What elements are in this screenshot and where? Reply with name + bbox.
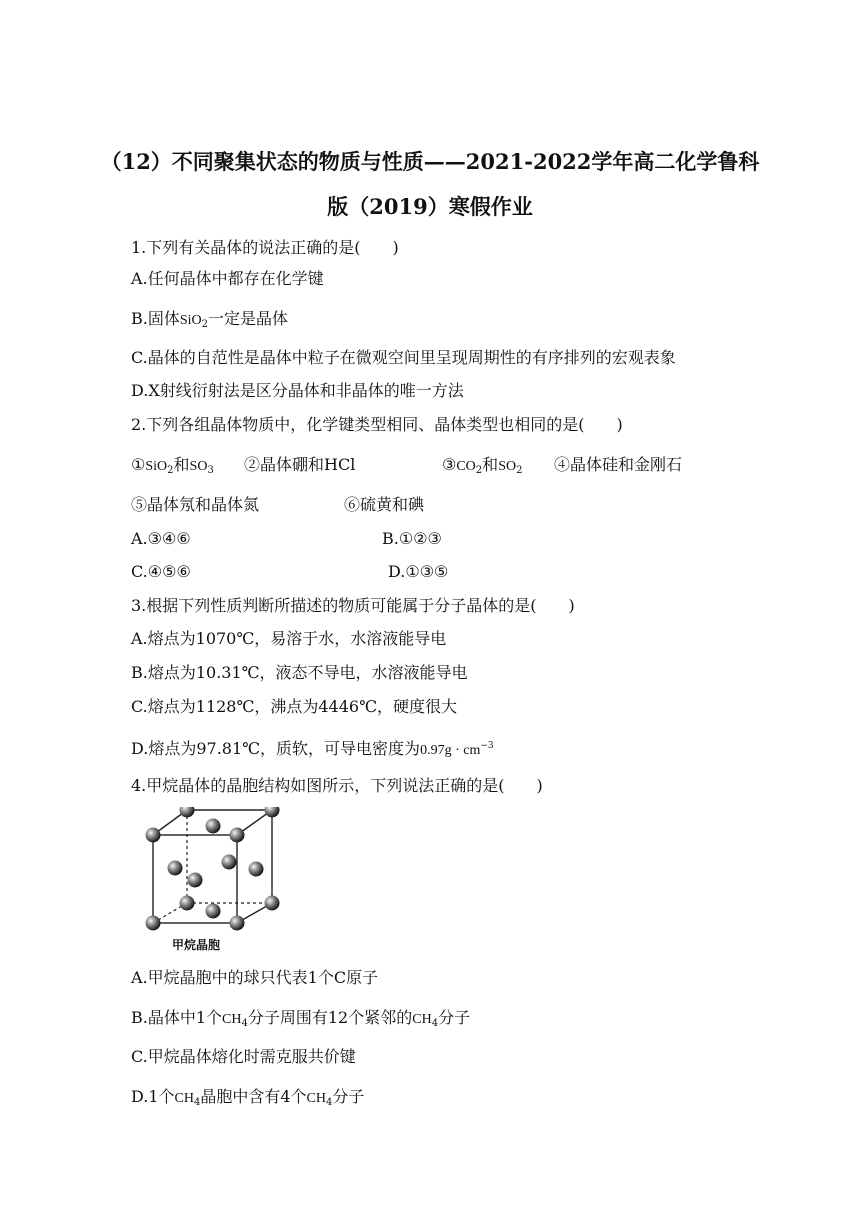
- q4-option-d-post: 分子: [332, 1087, 365, 1106]
- q2-item-2: ②晶体硼和HCl: [244, 455, 356, 474]
- q4-option-b-mid: 分子周围有12个紧邻的: [247, 1008, 413, 1027]
- q2-stem: 2.下列各组晶体物质中，化学键类型相同、晶体类型也相同的是( ): [131, 415, 623, 434]
- molecule-ball: [168, 861, 183, 876]
- q2-item-1-sub-2: 3: [207, 465, 214, 476]
- q3-option-a: A.熔点为1070℃，易溶于水，水溶液能导电: [131, 629, 447, 648]
- molecule-ball: [206, 904, 221, 919]
- molecule-ball: [249, 862, 264, 877]
- q4-option-b-sub-1: 4: [241, 1018, 248, 1029]
- q2-item-1-formula-1: SiO: [145, 459, 168, 474]
- q1-option-a: A.任何晶体中都存在化学键: [131, 269, 324, 288]
- q2-item-6: ⑥硫黄和碘: [344, 495, 425, 514]
- q1-option-b-subscript: 2: [201, 319, 209, 330]
- q2-item-1-and: 和: [173, 455, 190, 474]
- q4-option-b-pre: B.晶体中1个: [131, 1008, 223, 1027]
- q4-option-b-post: 分子: [438, 1008, 471, 1027]
- q2-item-3-formula-2: SO: [498, 459, 517, 474]
- q4-option-d-formula-1: CH: [174, 1091, 194, 1106]
- q3-option-d-text: D.熔点为97.81℃，质软，可导电密度为: [131, 739, 421, 758]
- q1-option-b-post: 一定是晶体: [208, 309, 289, 328]
- q2-option-a: A.③④⑥: [131, 529, 191, 548]
- q2-item-5: ⑤晶体氖和晶体氮: [131, 495, 260, 514]
- molecule-ball: [180, 807, 195, 818]
- figure-caption: 甲烷晶胞: [172, 938, 221, 952]
- q4-option-d: [131, 1086, 364, 1114]
- q2-item-3-num: ③: [442, 455, 457, 474]
- molecule-ball: [180, 896, 195, 911]
- q3-option-d-superscript: −3: [480, 741, 494, 751]
- molecule-ball: [230, 916, 245, 931]
- q3-option-d-density-unit: 0.97g · cm: [420, 743, 481, 758]
- q4-option-c: C.甲烷晶体熔化时需克服共价键: [131, 1047, 356, 1066]
- molecule-ball: [146, 916, 161, 931]
- q4-option-b: [131, 1007, 470, 1035]
- q2-item-1-num: ①: [131, 455, 146, 474]
- q4-option-d-pre: D.1个: [131, 1087, 175, 1106]
- q1-option-b-formula: SiO: [179, 313, 202, 328]
- q4-option-b-formula-2: CH: [412, 1012, 432, 1027]
- page-title-line-2: 版（2019）寒假作业: [327, 194, 533, 219]
- q3-option-b: B.熔点为10.31℃，液态不导电，水溶液能导电: [131, 663, 468, 682]
- q2-option-d: D.①③⑤: [388, 562, 449, 581]
- q2-item-3-sub-1: 2: [475, 465, 483, 476]
- q2-item-3-formula-1: CO: [456, 459, 476, 474]
- unit-cell-diagram: [140, 807, 300, 955]
- q2-item-4: ④晶体硅和金刚石: [554, 455, 683, 474]
- molecule-ball: [146, 828, 161, 843]
- q2-item-3-and: 和: [482, 455, 499, 474]
- q4-option-d-mid: 晶胞中含有4个: [200, 1087, 307, 1106]
- molecule-ball: [222, 855, 237, 870]
- q4-option-a: A.甲烷晶胞中的球只代表1个C原子: [131, 968, 379, 987]
- q1-option-c: C.晶体的自范性是晶体中粒子在微观空间里呈现周期性的有序排列的宏观表象: [131, 348, 676, 367]
- q4-option-d-sub-2: 4: [326, 1097, 333, 1108]
- q2-option-b: B.①②③: [382, 529, 442, 548]
- q2-item-1-sub-1: 2: [167, 465, 174, 476]
- q3-stem: 3.根据下列性质判断所描述的物质可能属于分子晶体的是( ): [131, 596, 575, 615]
- q4-option-d-formula-2: CH: [306, 1091, 326, 1106]
- methane-unit-cell-figure: [140, 807, 300, 955]
- q2-item-3-sub-2: 2: [516, 465, 523, 476]
- q1-stem: 1.下列有关晶体的说法正确的是( ): [131, 238, 399, 257]
- molecule-ball: [206, 819, 221, 834]
- page-title-line-1: （12）不同聚集状态的物质与性质——2021-2022学年高二化学鲁科: [100, 149, 760, 174]
- q1-option-d: D.X射线衍射法是区分晶体和非晶体的唯一方法: [131, 381, 464, 400]
- q2-item-3: [442, 454, 522, 482]
- q2-item-1: [131, 454, 214, 482]
- q4-option-b-formula-1: CH: [222, 1012, 242, 1027]
- q4-stem: 4.甲烷晶体的晶胞结构如图所示，下列说法正确的是( ): [131, 776, 543, 795]
- molecule-ball: [230, 828, 245, 843]
- q2-item-1-formula-2: SO: [189, 459, 208, 474]
- q1-option-b-pre: B.固体: [131, 309, 180, 328]
- q2-option-c: C.④⑤⑥: [131, 562, 191, 581]
- q4-option-b-sub-2: 4: [431, 1018, 439, 1029]
- q1-option-b: [131, 308, 288, 336]
- molecule-ball: [188, 873, 203, 888]
- q3-option-d: [131, 735, 494, 762]
- q4-option-d-sub-1: 4: [193, 1097, 201, 1108]
- molecule-ball: [265, 896, 280, 911]
- q3-option-c: C.熔点为1128℃，沸点为4446℃，硬度很大: [131, 697, 457, 716]
- molecule-ball: [265, 807, 280, 818]
